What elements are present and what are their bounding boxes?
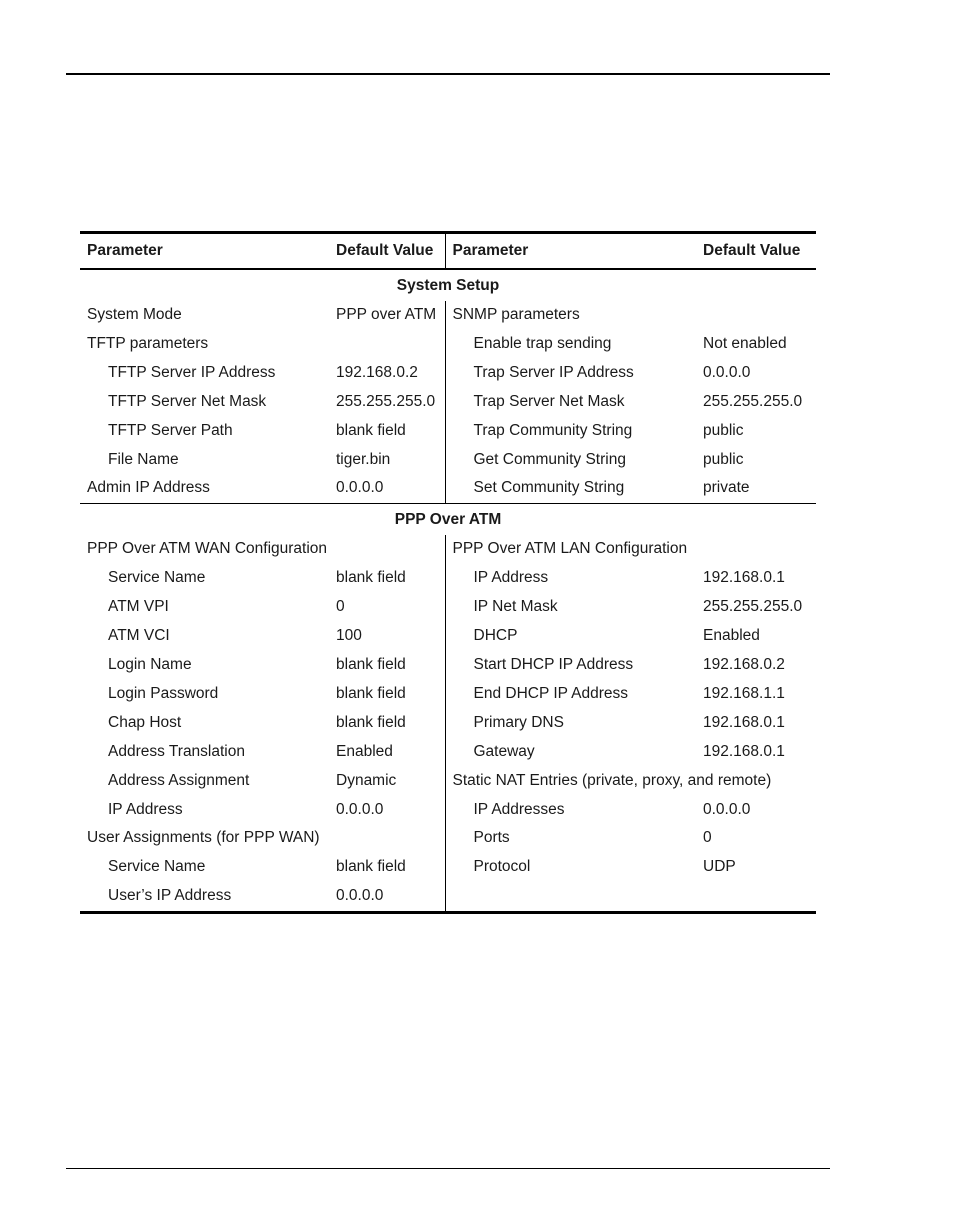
default-value-cell: 0.0.0.0 — [336, 800, 384, 818]
parameter-cell: Set Community String — [445, 474, 696, 503]
default-value-cell: Dynamic — [336, 771, 397, 789]
default-value-cell: UDP — [703, 858, 736, 876]
table-row — [80, 301, 816, 330]
default-value-cell: 0.0.0.0 — [703, 800, 751, 818]
table-row — [80, 767, 816, 796]
table-row — [80, 680, 816, 709]
parameter-cell: Ports — [445, 824, 696, 853]
parameter-cell: Address Assignment — [108, 771, 250, 789]
table-row — [80, 359, 816, 388]
default-value-cell: blank field — [336, 713, 406, 731]
section-header-row — [80, 504, 816, 536]
parameter-cell: Admin IP Address — [87, 479, 210, 497]
default-value-cell — [329, 535, 445, 564]
parameter-cell: Protocol — [445, 853, 696, 882]
default-value-cell: 0 — [703, 829, 712, 847]
table-row — [80, 824, 816, 853]
table-row — [80, 709, 816, 738]
parameter-cell: System Mode — [87, 306, 182, 323]
parameter-cell: User’s IP Address — [108, 887, 232, 905]
parameter-cell: End DHCP IP Address — [445, 680, 696, 709]
parameter-cell: Trap Community String — [445, 417, 696, 446]
default-value-cell — [696, 535, 816, 564]
table-row — [80, 622, 816, 651]
default-value-cell — [696, 301, 816, 330]
default-value-cell: blank field — [336, 858, 406, 876]
parameter-cell: DHCP — [445, 622, 696, 651]
table-row — [80, 330, 816, 359]
default-value-cell: 192.168.0.2 — [336, 363, 418, 381]
section-title: System Setup — [396, 277, 500, 294]
default-value-cell: 192.168.0.1 — [703, 742, 785, 760]
table-row — [80, 651, 816, 680]
parameter-cell: IP Addresses — [445, 796, 696, 825]
default-value-cell: blank field — [336, 655, 406, 673]
default-value-cell: 255.255.255.0 — [336, 392, 436, 410]
table-row — [80, 417, 816, 446]
parameter-cell: IP Address — [108, 800, 183, 818]
default-value-cell: blank field — [336, 421, 406, 439]
parameter-cell: Enable trap sending — [445, 330, 696, 359]
default-value-cell: public — [703, 421, 744, 439]
default-value-cell: 192.168.1.1 — [703, 684, 785, 702]
parameter-cell: Static NAT Entries (private, proxy, and remote) — [445, 767, 816, 796]
section-header-row — [80, 269, 816, 301]
parameter-cell — [445, 882, 696, 912]
default-value-cell: Enabled — [703, 627, 760, 645]
default-value-cell: blank field — [336, 684, 406, 702]
header-row — [80, 233, 816, 270]
table-row — [80, 535, 816, 564]
parameter-cell: TFTP Server Net Mask — [108, 392, 267, 410]
default-value-cell: 192.168.0.1 — [703, 713, 785, 731]
section-title: PPP Over ATM — [80, 504, 816, 536]
table-row — [80, 593, 816, 622]
header-rule — [66, 73, 830, 75]
table-row — [80, 474, 816, 503]
header-parameter-left: Parameter — [80, 233, 329, 270]
default-value-cell: private — [703, 479, 750, 497]
default-value-cell: Not enabled — [703, 334, 787, 352]
table-row — [80, 882, 816, 912]
default-value-cell — [329, 824, 445, 853]
default-value-cell: PPP over ATM — [336, 306, 437, 323]
default-value-cell: blank field — [336, 569, 406, 587]
default-value-cell: public — [703, 450, 744, 468]
parameter-cell: IP Address — [445, 564, 696, 593]
parameter-cell: PPP Over ATM LAN Configuration — [445, 535, 696, 564]
parameter-cell: Login Password — [108, 684, 219, 702]
parameter-cell: Gateway — [445, 738, 696, 767]
default-value-cell: tiger.bin — [336, 450, 391, 468]
parameter-cell: Start DHCP IP Address — [445, 651, 696, 680]
parameter-cell: Trap Server Net Mask — [445, 388, 696, 417]
default-values-table — [80, 231, 816, 914]
table-row — [80, 796, 816, 825]
default-value-cell — [329, 330, 445, 359]
default-value-cell: 0.0.0.0 — [336, 887, 384, 905]
header-parameter-right: Parameter — [445, 233, 696, 270]
table-body — [80, 269, 816, 913]
parameter-cell: ATM VCI — [108, 627, 170, 645]
default-value-cell: 0.0.0.0 — [336, 479, 384, 497]
parameter-cell: Login Name — [108, 655, 192, 673]
default-value-cell: 255.255.255.0 — [703, 598, 803, 616]
default-value-cell: 100 — [336, 627, 362, 645]
parameter-cell: Service Name — [108, 858, 206, 876]
parameter-cell: IP Net Mask — [445, 593, 696, 622]
table-row — [80, 738, 816, 767]
table-row — [80, 564, 816, 593]
parameter-cell: Chap Host — [108, 713, 182, 731]
default-value-cell: 0 — [336, 598, 345, 616]
default-value-cell: 192.168.0.1 — [703, 569, 785, 587]
default-value-cell: 192.168.0.2 — [703, 655, 785, 673]
table-header — [80, 233, 816, 270]
parameter-cell: TFTP Server Path — [108, 421, 233, 439]
table-row — [80, 388, 816, 417]
parameter-cell: SNMP parameters — [445, 301, 696, 330]
parameter-cell: Service Name — [108, 569, 206, 587]
table-row — [80, 853, 816, 882]
parameter-cell: Get Community String — [445, 446, 696, 475]
parameter-cell: TFTP parameters — [87, 334, 209, 352]
header-default-value-left: Default Value — [329, 233, 445, 270]
parameter-cell: Address Translation — [108, 742, 245, 760]
parameter-cell: TFTP Server IP Address — [108, 363, 276, 381]
parameter-cell: Trap Server IP Address — [445, 359, 696, 388]
default-value-cell: 0.0.0.0 — [703, 363, 751, 381]
parameter-cell: PPP Over ATM WAN Configuration — [87, 540, 328, 558]
parameter-cell: File Name — [108, 450, 179, 468]
parameter-cell: Primary DNS — [445, 709, 696, 738]
default-value-cell: Enabled — [336, 742, 393, 760]
default-value-cell — [696, 882, 816, 912]
header-default-value-right: Default Value — [696, 233, 816, 270]
table-row — [80, 446, 816, 475]
footer-rule — [66, 1168, 830, 1169]
default-value-cell: 255.255.255.0 — [703, 392, 803, 410]
parameter-cell: User Assignments (for PPP WAN) — [87, 829, 320, 847]
parameter-cell: ATM VPI — [108, 598, 169, 616]
